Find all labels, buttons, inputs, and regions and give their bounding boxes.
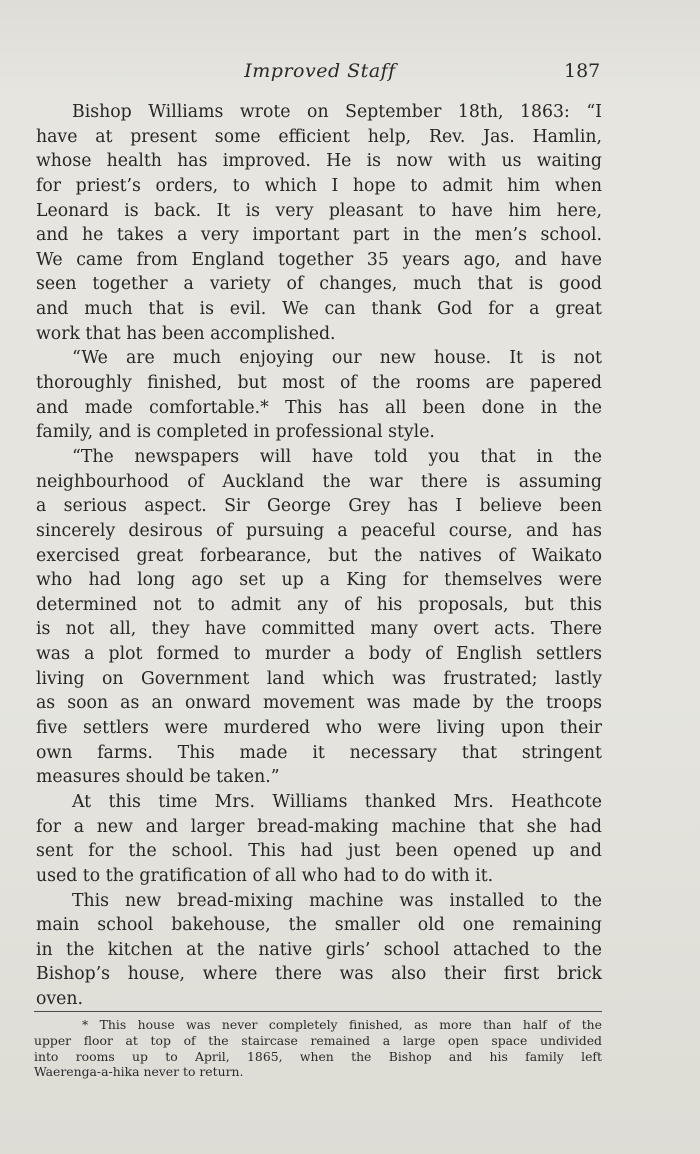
text-line: Bishop Williams wrote on September 18th, 1863: “I [72,102,602,122]
text-line: have at present some efficient help, Rev. Jas. Hamlin, [36,126,602,147]
body-text [36,100,602,1012]
footnote-line: into rooms up to April, 1865, when the Bishop and his family left [34,1048,602,1064]
text-line: At this time Mrs. Williams thanked Mrs. Heathcote [72,791,602,812]
text-line: is not all, they have committed many overt acts. There [36,619,602,640]
text-line: sincerely desirous of pursuing a peaceful course, and has [36,520,602,541]
text-line: thoroughly finished, but most of the rooms are papered [36,373,602,394]
footnote-line: Waerenga-a-hika never to return. [34,1064,244,1080]
text-line: determined not to admit any of his proposals, but this [36,594,602,615]
footnote-line: * This house was never completely finished, as more than half of the [82,1017,602,1032]
text-line: This new bread-mixing machine was installed to the [72,890,602,911]
text-line: main school bakehouse, the smaller old one remaining [36,915,602,936]
running-title: Improved Staff [244,60,396,82]
text-line: and made comfortable.* This has all been done in the [36,397,602,418]
text-line: in the kitchen at the native girls’ school attached to the [36,939,602,960]
text-line: seen together a variety of changes, much that is good [36,274,602,295]
text-line: and much that is evil. We can thank God for a great [36,299,602,320]
footnote-divider [34,1011,602,1012]
text-line: and he takes a very important part in the men’s school. [36,225,602,246]
text-line: used to the gratification of all who had to do with it. [36,865,494,886]
text-line: as soon as an onward movement was made by the troops [36,693,602,714]
text-line: family, and is completed in professional style. [36,422,435,443]
text-line: own farms. This made it necessary that stringent [36,742,602,763]
text-line: sent for the school. This had just been opened up and [36,841,602,862]
text-line: living on Government land which was frustrated; lastly [36,668,602,689]
text-line: a serious aspect. Sir George Grey has I believe been [36,496,602,517]
text-line: for a new and larger bread-making machine that she had [36,816,602,837]
page-number: 187 [564,60,601,82]
text-line: work that has been accomplished. [36,323,336,344]
text-line: Leonard is back. It is very pleasant to have him here, [36,200,602,221]
footnote-line: upper floor at top of the staircase remained a large open space undivided [34,1032,602,1048]
text-line: for priest’s orders, to which I hope to admit him when [36,175,602,196]
text-line: We came from England together 35 years ago, and have [36,249,602,270]
text-line: exercised great forbearance, but the natives of Waikato [36,545,602,566]
text-line: five settlers were murdered who were living upon their [36,718,602,739]
text-line: “We are much enjoying our new house. It is not [72,348,602,369]
text-line: whose health has improved. He is now with us waiting [36,151,602,172]
text-line: neighbourhood of Auckland the war there is assuming [36,471,602,492]
text-line: who had long ago set up a King for themselves were [36,570,602,591]
text-line: oven. [36,989,84,1010]
text-line: “The newspapers will have told you that in the [72,446,602,467]
footnote [34,1017,602,1080]
text-line: Bishop’s house, where there was also their first brick [36,964,602,985]
text-line: was a plot formed to murder a body of English settlers [36,644,602,665]
text-line: measures should be taken.” [36,767,280,788]
